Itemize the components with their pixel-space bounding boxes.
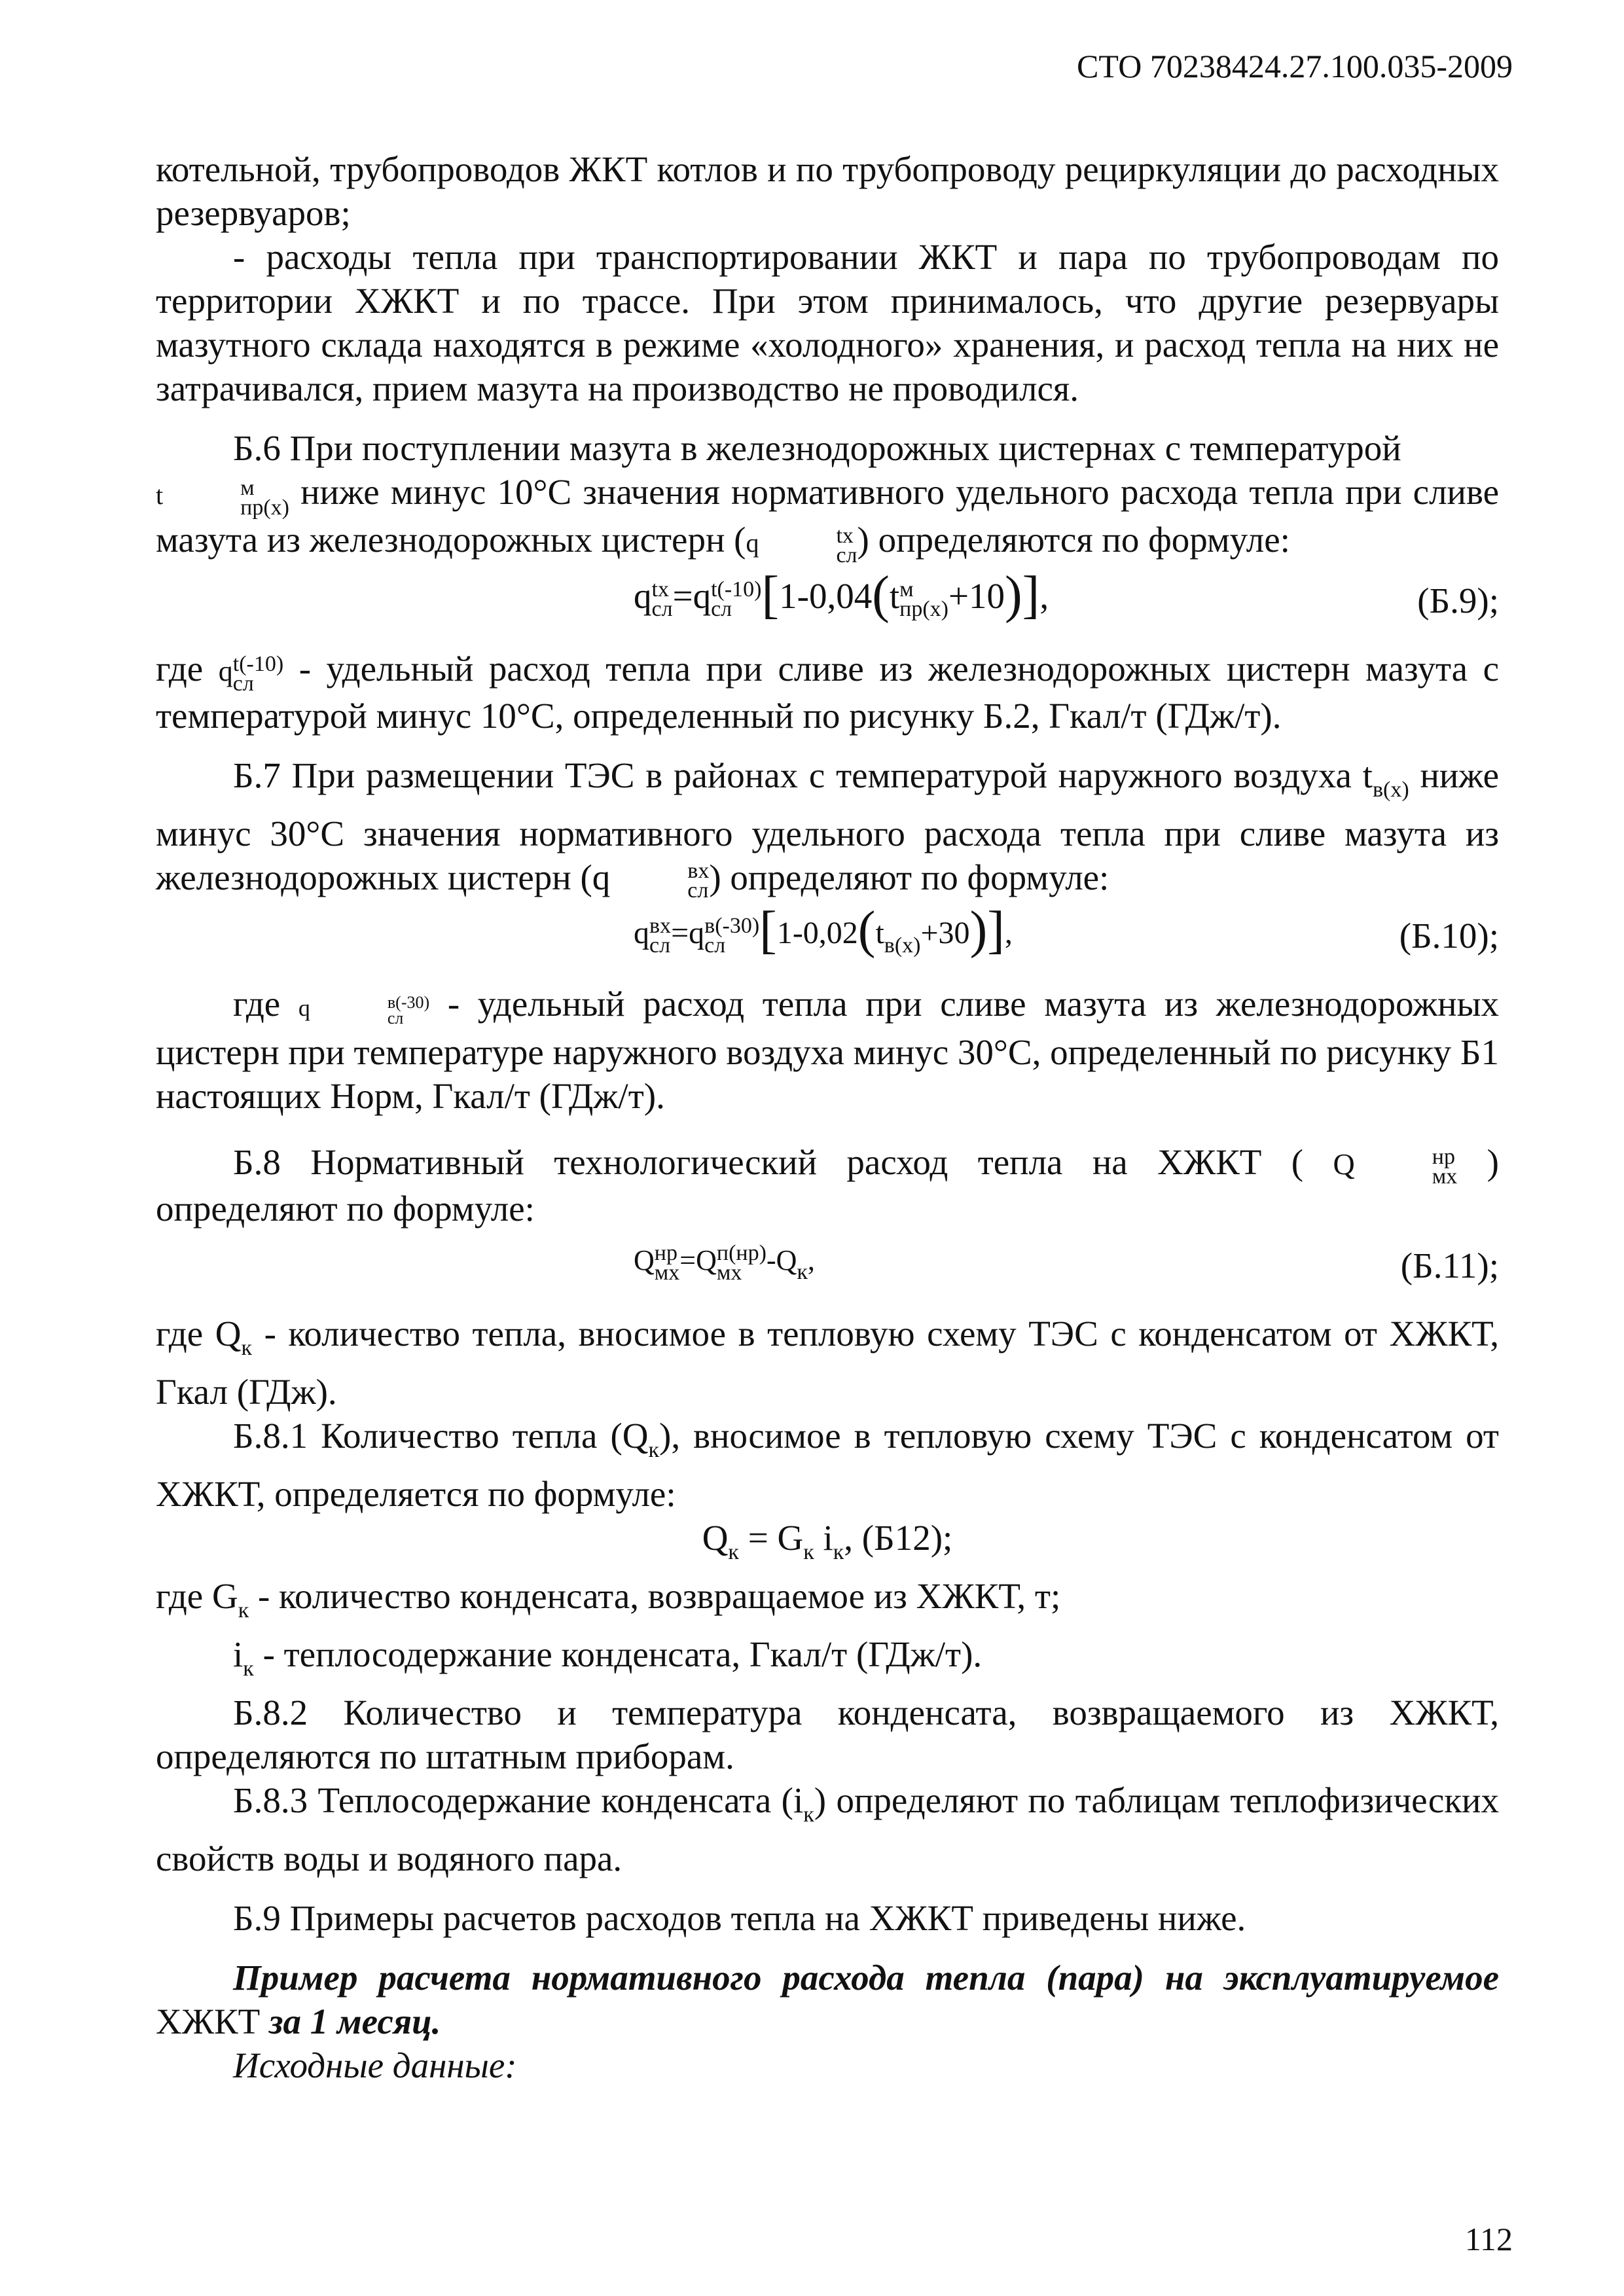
formula: Q нр мх =Q п(нр) мх $-Q_к$, (634, 1241, 815, 1285)
paragraph (156, 982, 1499, 1118)
text: ниже минус 10°С значения нормативного удельного расхода тепла при сливе мазута из железнодорожных цистерн ( (156, 472, 1500, 560)
paragraph (156, 1632, 1499, 1691)
text: ), вносимое в тепловую схему ТЭС с конденсатом от ХЖКТ, определяется по формуле: (156, 1416, 1499, 1515)
text: - количество тепла, вносимое в тепловую схему ТЭС с конденсатом от ХЖКТ, Гкал (ГДж). (156, 1314, 1500, 1412)
equation-number: (Б.11); (1400, 1246, 1499, 1286)
page-number: 112 (1464, 2221, 1513, 2257)
text: где (233, 983, 281, 1024)
page-body (156, 147, 1499, 2087)
text: Б.7 При размещении ТЭС в районах с температурой наружного воздуха t (233, 755, 1373, 795)
inline-formula: q вх сл (592, 857, 710, 903)
inline-formula: t м пр(х) (156, 475, 289, 520)
equation-b11 (156, 1238, 1499, 1304)
text: - количество конденсата, возвращаемое из ХЖКТ, т; (257, 1576, 1061, 1617)
subscript: к (648, 1438, 660, 1463)
text: за 1 месяц. (269, 2001, 441, 2042)
text: Б.8.3 Теплосодержание конденсата (i (233, 1780, 804, 1821)
document-code: СТО 70238424.27.100.035-2009 (1077, 48, 1513, 84)
text: ХЖКТ (156, 2001, 261, 2042)
paragraph-b6 (156, 426, 1499, 565)
subscript: к (238, 1598, 249, 1623)
paragraph: котельной, трубопроводов ЖКТ котлов и по трубопроводу рециркуляции до расходных резервуаров; (156, 149, 1499, 233)
text: Б.6 При поступлении мазута в железнодорожных цистернах с температурой (233, 428, 1401, 468)
text: ) определяют по формуле: (709, 857, 1110, 897)
text: где G (156, 1576, 238, 1617)
inline-formula: q tx сл (746, 523, 857, 567)
paragraph-b7 (156, 753, 1499, 901)
example-heading (156, 1956, 1499, 2043)
subscript: в(х) (1372, 777, 1409, 802)
paragraph-b8-1 (156, 1414, 1499, 1516)
paragraph-b9: Б.9 Примеры расчетов расходов тепла на ХЖКТ приведены ниже. (233, 1898, 1246, 1939)
equation-b12: $Q_к = G_к$ $i_к$, (Б12); (702, 1518, 953, 1565)
equation-number: (Б.9); (1417, 580, 1499, 620)
text: ) определяют по формуле: (156, 1141, 1499, 1229)
text: где Q (156, 1314, 242, 1354)
paragraph-b8 (156, 1140, 1499, 1230)
initial-data-label: Исходные данные: (233, 2045, 517, 2086)
inline-formula: Q нр мх (1333, 1145, 1458, 1189)
formula: q вх сл =q в(-30) сл $[1-0,02(t_{в(х)}+30)]$, (634, 901, 1013, 959)
text: Б.8.1 Количество тепла (Q (233, 1416, 649, 1456)
text: - удельный расход тепла при сливе из железнодорожных цистерн мазута с температурой минус 10°С, определенный по рисунку Б.2, Гкал/т (ГДж/т). (156, 648, 1499, 736)
equation-b10 (156, 901, 1499, 974)
text: где (156, 648, 204, 689)
paragraph (156, 647, 1499, 738)
subscript: к (803, 1803, 814, 1827)
subscript: к (241, 1336, 253, 1361)
text: - теплосодержание конденсата, Гкал/т (ГДж/т). (262, 1634, 983, 1675)
subscript: к (243, 1657, 254, 1681)
formula: q tx сл =q t(-10) сл [1-0,04(t м пр(х) +10)], (634, 565, 1049, 624)
equation-b9 (156, 565, 1499, 639)
equation-number: (Б12); (861, 1518, 953, 1558)
paragraph (156, 1312, 1499, 1414)
paragraph-b8-2: Б.8.2 Количество и температура конденсата, возвращаемого из ХЖКТ, определяются по штатным приборам. (156, 1693, 1499, 1777)
text: Пример расчета нормативного расхода тепла (пара) на эксплуатируемое (233, 1958, 1499, 1998)
paragraph: - расходы тепла при транспортировании ЖКТ и пара по трубопроводам по территории ХЖКТ и по трассе. При этом принималось, что другие резервуары мазутного склада находятся в режиме «холодного» хранения, и расход тепла на них не затрачивался, прием мазута на производство не проводился. (156, 237, 1499, 408)
text: Б.8 Нормативный технологический расход тепла на ХЖКТ ( (233, 1141, 1304, 1182)
text: - удельный расход тепла при сливе мазута из железнодорожных цистерн при температуре наружного воздуха минус 30°С, определенный по рисунку Б1 настоящих Норм, Гкал/т (ГДж/т). (156, 983, 1500, 1116)
inline-formula: q t(-10) сл (218, 651, 284, 696)
text: ) определяются по формуле: (857, 519, 1290, 560)
text: ниже минус 30°С значения нормативного удельного расхода тепла при сливе мазута из железнодорожных цистерн ( (156, 755, 1499, 897)
text: ) определяют по таблицам теплофизических свойств воды и водяного пара. (156, 1780, 1499, 1879)
paragraph (156, 1574, 1499, 1632)
equation-number: (Б.10); (1399, 915, 1499, 956)
text: i (233, 1634, 244, 1675)
paragraph-b8-3 (156, 1778, 1499, 1880)
inline-formula: q в(-30) сл (298, 992, 430, 1028)
